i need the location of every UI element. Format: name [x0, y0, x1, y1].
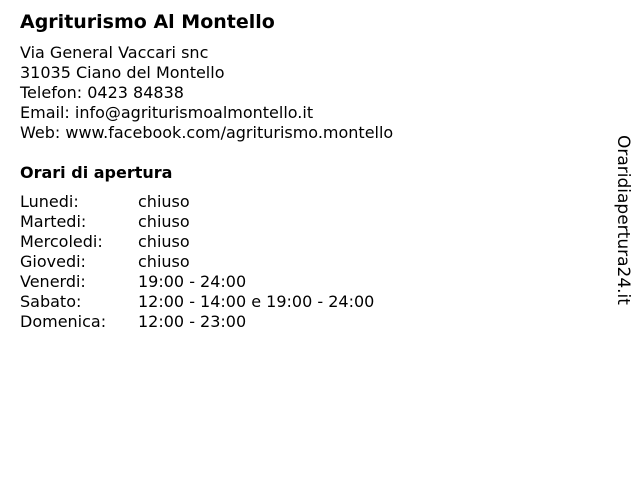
hours-row-thursday: [20, 252, 600, 272]
hours-value: chiuso: [138, 232, 190, 251]
hours-value: 19:00 - 24:00: [138, 272, 247, 291]
hours-row-saturday: [20, 292, 600, 312]
hours-value: chiuso: [138, 212, 190, 231]
opening-hours-table: [20, 192, 600, 332]
email-line: Email: info@agriturismoalmontello.it: [20, 103, 314, 122]
address-block: [20, 43, 600, 143]
hours-row-monday: [20, 192, 600, 212]
phone-line: Telefon: 0423 84838: [20, 83, 184, 102]
city-line: 31035 Ciano del Montello: [20, 63, 225, 82]
day-label: Sabato:: [20, 292, 82, 311]
hours-value: 12:00 - 23:00: [138, 312, 247, 331]
business-card: [20, 9, 600, 332]
day-label: Domenica:: [20, 312, 107, 331]
day-label: Venerdi:: [20, 272, 86, 291]
day-label: Lunedi:: [20, 192, 79, 211]
day-label: Mercoledi:: [20, 232, 103, 251]
site-watermark: Oraridiapertura24.it: [613, 135, 633, 305]
business-name: Agriturismo Al Montello: [20, 11, 275, 33]
opening-hours-title: Orari di apertura: [20, 163, 173, 182]
web-line: Web: www.facebook.com/agriturismo.montello: [20, 123, 394, 142]
hours-value: chiuso: [138, 252, 190, 271]
day-label: Giovedi:: [20, 252, 86, 271]
hours-row-friday: [20, 272, 600, 292]
hours-value: chiuso: [138, 192, 190, 211]
day-label: Martedi:: [20, 212, 87, 231]
hours-row-tuesday: [20, 212, 600, 232]
hours-value: 12:00 - 14:00 e 19:00 - 24:00: [138, 292, 375, 311]
hours-row-sunday: [20, 312, 600, 332]
street-line: Via General Vaccari snc: [20, 43, 209, 62]
hours-row-wednesday: [20, 232, 600, 252]
